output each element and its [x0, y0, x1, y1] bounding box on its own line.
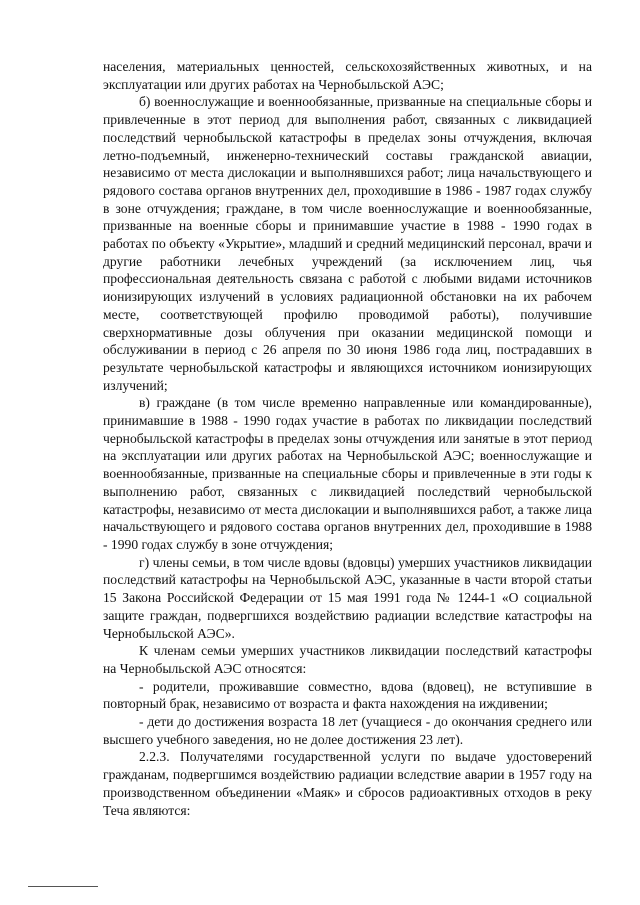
paragraph-section-2-2-3: 2.2.3. Получателями государственной услуги по выдаче удостоверений гражданам, подвергшимся воздействию радиации вследствие аварии в 1957 году на производственном объединении «Маяк» и сбросов радиоактивных отходов в реку Теча являются: — [103, 749, 592, 818]
paragraph-continuation: населения, материальных ценностей, сельскохозяйственных животных, и на эксплуатации или других работах на Чернобыльской АЭС; — [103, 59, 592, 92]
footer-divider — [28, 886, 98, 887]
paragraph-family-members: К членам семьи умерших участников ликвидации последствий катастрофы на Чернобыльской АЭС относятся: — [103, 643, 592, 676]
paragraph-item-b: б) военнослужащие и военнообязанные, призванные на специальные сборы и привлеченные в этот период для выполнения работ, связанных с ликвидацией последствий чернобыльской катастрофы в пределах зоны отчуждения, включая летно-подъемный, инженерно-технический составы гражданской авиации, независимо от места дислокации и выполнявшихся работ; лица начальствующего и рядового состава органов внутренних дел, проходившие в 1986 - 1987 годах службу в зоне отчуждения; граждане, в том числе военнослужащие и военнообязанные, призванные на военные сборы и принимавшие участие в 1988 - 1990 годах в работах по объекту «Укрытие», младший и средний медицинский персонал, врачи и другие работники лечебных учреждений (за исключением лиц, чья профессиональная деятельность связана с работой с любыми видами источников ионизирующих излучений в условиях радиационной обстановки на их рабочем месте, соответствующей профилю проводимой работы), получившие сверхнормативные дозы облучения при оказании медицинской помощи и обслуживании в период с 26 апреля по 30 июня 1986 года лиц, пострадавших в результате чернобыльской катастрофы и являющихся источником ионизирующих излучений; — [103, 94, 592, 393]
paragraph-parents: - родители, проживавшие совместно, вдова (вдовец), не вступившие в повторный брак, независимо от возраста и факта нахождения на иждивении; — [103, 678, 592, 712]
paragraph-item-v: в) граждане (в том числе временно направленные или командированные), принимавшие в 1988 - 1990 годах участие в работах по ликвидации последствий чернобыльской катастрофы в пределах зоны отчуждения или занятые в этот период на эксплуатации или других работах на Чернобыльской АЭС; военнослужащие и военнообязанные, призванные на специальные сборы и привлеченные в эти годы к выполнению работ, связанных с ликвидацией последствий чернобыльской катастрофы, независимо от места дислокации и выполнявшихся работ, а также лица начальствующего и рядового состава органов внутренних дел, проходившие в 1988 - 1990 годах службу в зоне отчуждения; — [103, 395, 592, 552]
paragraph-children: - дети до достижения возраста 18 лет (учащиеся - до окончания среднего или высшего учебного заведения, но не долее достижения 23 лет). — [103, 714, 592, 747]
paragraph-item-g: г) члены семьи, в том числе вдовы (вдовцы) умерших участников ликвидации последствий катастрофы на Чернобыльской АЭС, указанные в части второй статьи 15 Закона Российской Федерации от 15 мая 1991 года № 1244-1 «О социальной защите граждан, подвергшихся воздействию радиации вследствие катастрофы на Чернобыльской АЭС». — [103, 554, 592, 641]
document-page — [103, 58, 592, 819]
